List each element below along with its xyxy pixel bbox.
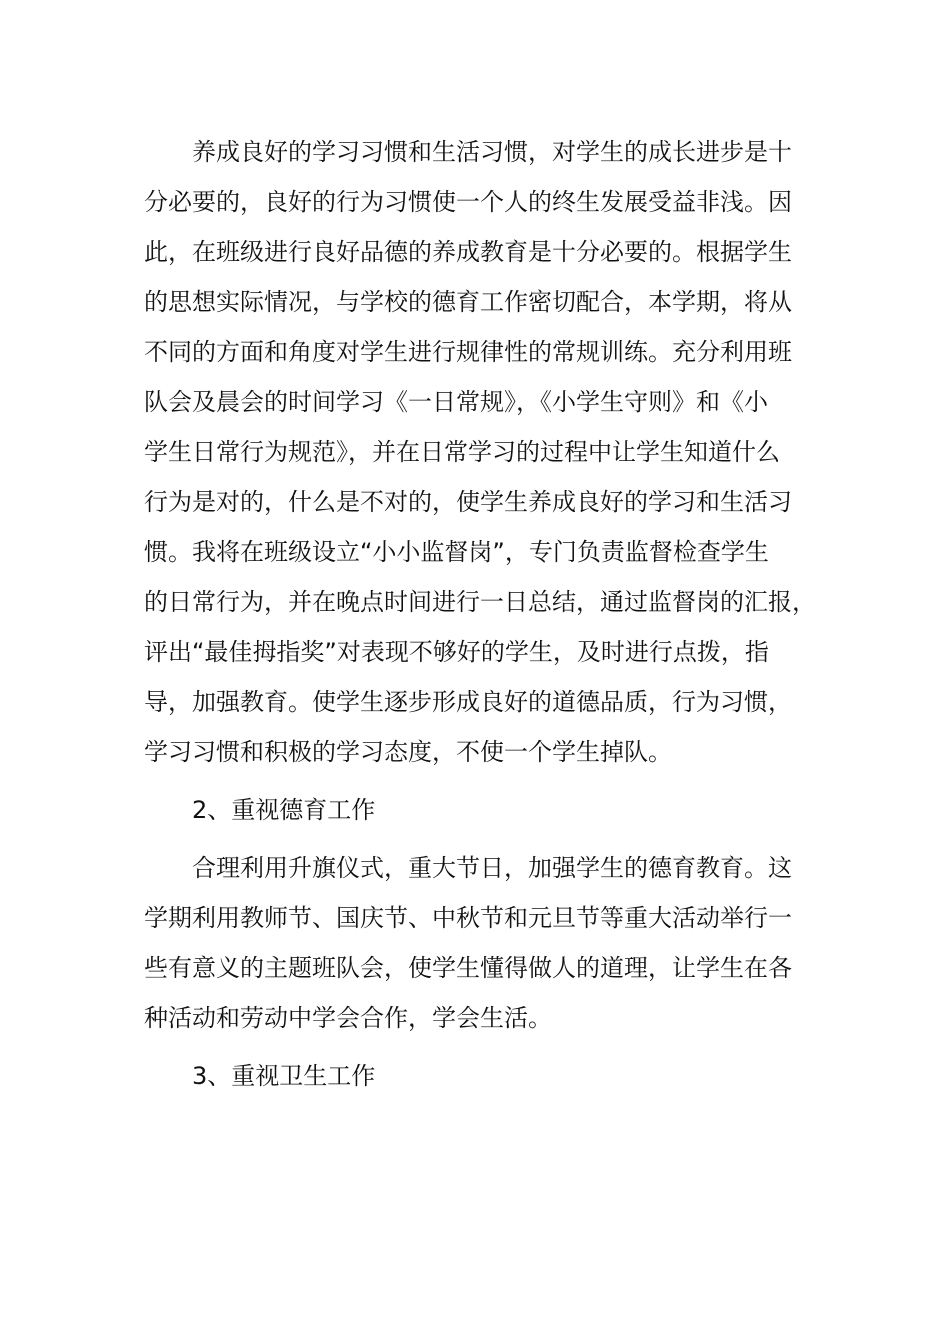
paragraph-line: 队会及晨会的时间学习《一日常规》，《小学生守则》和《小 <box>144 388 768 416</box>
paragraph-line: 评出“最佳拇指奖”对表现不够好的学生，及时进行点拨，指 <box>144 638 769 666</box>
paragraph-line: 学习习惯和积极的学习态度，不使一个学生掉队。 <box>144 738 672 766</box>
paragraph-line: 学期利用教师节、国庆节、中秋节和元旦节等重大活动举行一 <box>144 904 792 932</box>
paragraph-line: 的思想实际情况，与学校的德育工作密切配合，本学期，将从 <box>144 288 792 316</box>
section-heading-moral-education: 2、重视德育工作 <box>192 796 376 824</box>
paragraph-line: 学生日常行为规范》，并在日常学习的过程中让学生知道什么 <box>144 438 780 466</box>
section-heading-hygiene: 3、重视卫生工作 <box>192 1062 376 1090</box>
paragraph-line: 惯。我将在班级设立“小小监督岗”，专门负责监督检查学生 <box>144 538 769 566</box>
paragraph-line: 不同的方面和角度对学生进行规律性的常规训练。充分利用班 <box>144 338 792 366</box>
paragraph-line: 分必要的，良好的行为习惯使一个人的终生发展受益非浅。因 <box>144 188 792 216</box>
paragraph-line: 此，在班级进行良好品德的养成教育是十分必要的。根据学生 <box>144 238 792 266</box>
document-body <box>144 127 816 1101</box>
paragraph-line: 的日常行为，并在晚点时间进行一日总结，通过监督岗的汇报， <box>144 588 816 616</box>
paragraph-moral-education <box>144 843 796 1043</box>
paragraph-line: 种活动和劳动中学会合作，学会生活。 <box>144 1004 552 1032</box>
paragraph-line: 些有意义的主题班队会，使学生懂得做人的道理，让学生在各 <box>144 954 792 982</box>
paragraph-line: 行为是对的，什么是不对的，使学生养成良好的学习和生活习 <box>144 488 792 516</box>
paragraph-line: 导，加强教育。使学生逐步形成良好的道德品质，行为习惯， <box>144 688 792 716</box>
paragraph-habits <box>144 127 816 777</box>
paragraph-line: 养成良好的学习习惯和生活习惯，对学生的成长进步是十 <box>192 138 792 166</box>
paragraph-line: 合理利用升旗仪式，重大节日，加强学生的德育教育。这 <box>192 854 792 882</box>
